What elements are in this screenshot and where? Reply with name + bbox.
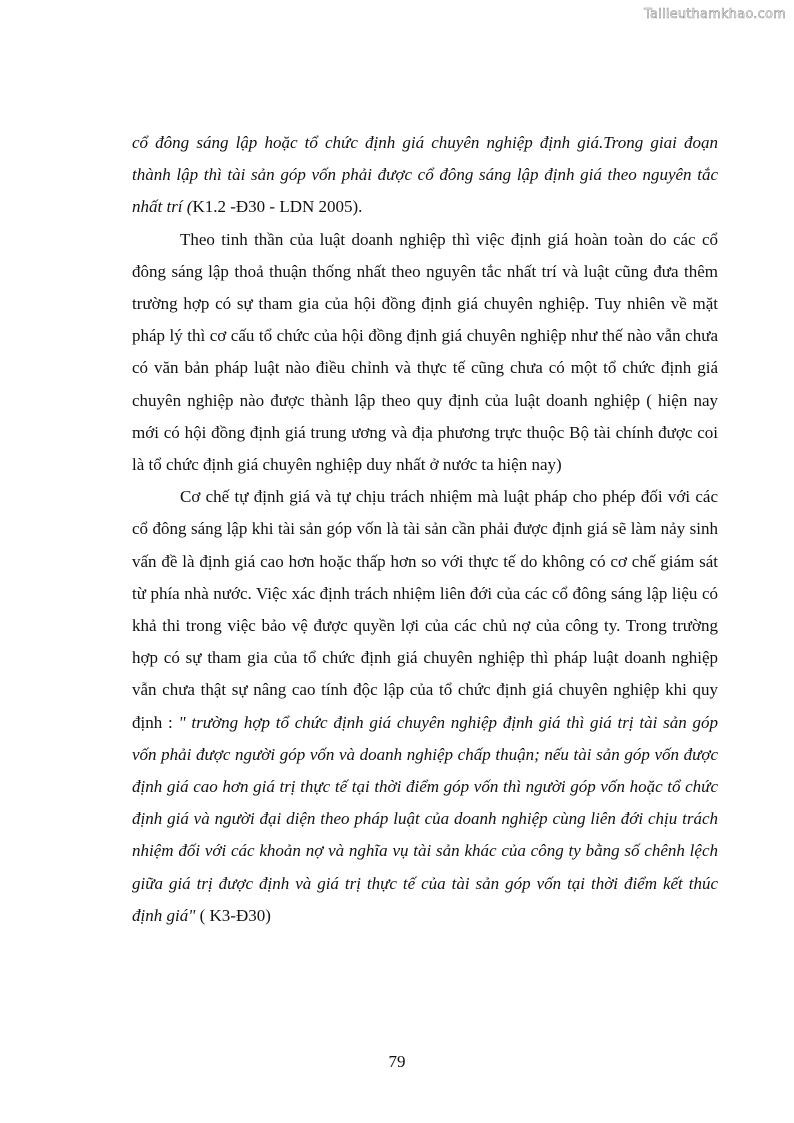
page-number: 79: [388, 1052, 406, 1071]
paragraph-2: Theo tinh thần của luật doanh nghiệp thì việc định giá hoàn toàn do các cổ đông sáng lập thoả thuận thống nhất theo nguyên tắc nhất trí và luật cũng đưa thêm trường hợp có sự tham gia của hội đồng định giá chuyên nghiệp. Tuy nhiên về mặt pháp lý thì cơ cấu tổ chức của hội đồng định giá chuyên nghiệp như thế nào vẫn chưa có văn bản pháp luật nào điều chỉnh và thực tế cũng chưa có một tổ chức định giá chuyên nghiệp nào được thành lập theo quy định của luật doanh nghiệp ( hiện nay mới có hội đồng định giá trung ương và địa phương trực thuộc Bộ tài chính được coi là tổ chức định giá chuyên nghiệp duy nhất ở nước ta hiện nay): [132, 229, 718, 475]
watermark-text: Tailieuthamkhao.com: [644, 7, 786, 22]
italic-quote: cổ đông sáng lập hoặc tổ chức định giá chuyên nghiệp định giá.Trong giai đoạn thành lập thì tài sản góp vốn phải được cổ đông sáng lập định giá theo nguyên tắc nhất trí (: [132, 133, 718, 217]
page-body: [132, 127, 718, 932]
paragraph-3-text: Cơ chế tự định giá và tự chịu trách nhiệm mà luật pháp cho phép đối với các cổ đông sáng lập khi tài sản góp vốn là tài sản cần phải được định giá sẽ làm nảy sinh vấn đề là định giá cao hơn hoặc thấp hơn so với thực tế do không có cơ chế giám sát từ phía nhà nước. Việc xác định trách nhiệm liên đới của các cổ đông sáng lập liệu có khả thi trong việc bảo vệ được quyền lợi của các chủ nợ của công ty. Trong trường hợp có sự tham gia của tổ chức định giá chuyên nghiệp thì pháp luật doanh nghiệp vẫn chưa thật sự nâng cao tính độc lập của tổ chức định giá chuyên nghiệp khi quy định :: [132, 487, 718, 732]
legal-citation: K1.2 -Đ30 - LDN 2005).: [192, 197, 363, 217]
paragraph-1: [132, 127, 718, 224]
italic-quote: " trường hợp tổ chức định giá chuyên nghiệp định giá thì giá trị tài sản góp vốn phải được người góp vốn và doanh nghiệp chấp thuận; nếu tài sản góp vốn được định giá cao hơn giá trị thực tế tại thời điểm góp vốn thì người góp vốn hoặc tổ chức định giá và người đại diện theo pháp luật của doanh nghiệp cùng liên đới chịu trách nhiệm đối với các khoản nợ và nghĩa vụ tài sản khác của công ty bằng số chênh lệch giữa giá trị được định và giá trị thực tế của tài sản góp vốn tại thời điểm kết thúc định giá": [132, 712, 718, 925]
legal-citation: ( K3-Đ30): [195, 905, 271, 925]
paragraph-3: [132, 481, 718, 932]
